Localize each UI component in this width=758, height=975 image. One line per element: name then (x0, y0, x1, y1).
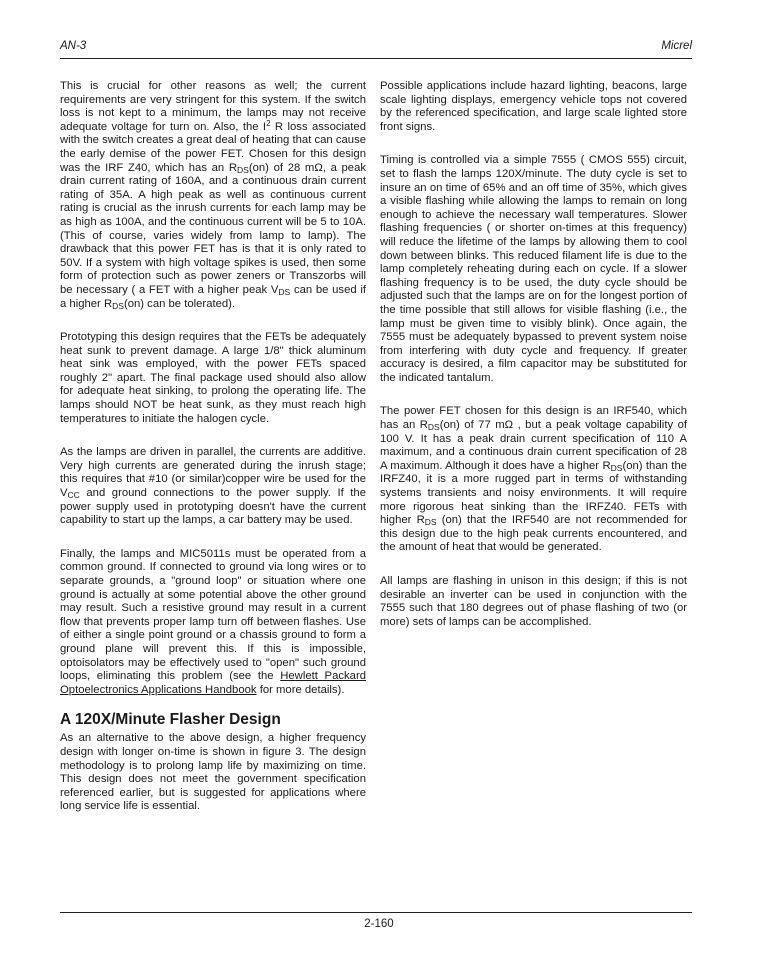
paragraph-prototyping: Prototyping this design requires that the FETs be adequately heat sunk to prevent damage. A large 1/8" thick aluminum heat sink was employed, with the power FETs spaced roughly 2" apart. The final package used should also allow for adequate heat sinking, to prolong the operating life. The lamps should NOT be heat sunk, as they must reach high temperatures to initiate the halogen cycle. (60, 331, 366, 425)
paragraph-timing: Timing is controlled via a simple 7555 ( CMOS 555) circuit, set to flash the lamps 120X/minute. The duty cycle is set to insure an on time of 65% and an off time of 35%, which gives a visible flashing while allowing the lamps to remain on long enough to achieve the necessary wall temperatures. Slower flashing frequencies ( or shorter on-times at this frequency) will reduce the lifetime of the lamps by allowing them to cool down between blinks. This reduced filament life is due to the lamp completely reheating during each on cycle. If a slower flashing frequency is to be used, the duty cycle should be adjusted such that the lamps are on for the longest portion of the time possible that still allows for visible flashing (i.e., the lamp must be given time to visibly blink). Once again, the 7555 must be adequately bypassed to prevent system noise from interfering with duty cycle and frequency. If greater accuracy is desired, a film capacitor may be substituted for the indicated tantalum. (380, 154, 687, 384)
header-rule (60, 58, 692, 59)
header-company: Micrel (661, 40, 692, 52)
page-number: 2-160 (364, 918, 394, 930)
header-doc-id: AN-3 (60, 40, 87, 52)
paragraph-switch-loss: This is crucial for other reasons as well; the current requirements are very stringent for this system. If the switch loss is not kept to a minimum, the lamps may not receive adequate voltage for turn on. Also, the $I^2$ R loss associated with the switch creates a great deal of heating that can cause the early demise of the power FET. Chosen for this design was the IRF Z40, which has an $R_{DS}(on)$ of 28 mΩ, a peak drain current rating of 160A, and a continuous drain current rating of 35A. A high peak as well as continuous current rating is crucial as the inrush currents for each lamp may be as high as 100A, and the continuous current will be 5 to 10A. (This of course, varies widely from lamp to lamp). The drawback that this power FET has is that it is only rated to 50V. If a system with high voltage spikes is used, then some form of protection such as power zeners or Transzorbs will be necessary ( a FET with a higher peak $V_{DS}$ can be used if a higher $R_{DS}(on)$ can be tolerated). (60, 80, 367, 311)
left-column (60, 80, 366, 828)
footer-rule (60, 912, 692, 913)
paragraph-common-ground: Finally, the lamps and MIC5011s must be operated from a common ground. If connected to ground via long wires or to separate grounds, a "ground loop" or situation where one ground is actually at some potential above the other ground may result. Such a resistive ground may result in a current flow that prevents proper lamp turn off between flashes. Use of either a single point ground or a chassis ground to form a ground plane will prevent this. If this is impossible, optoisolators may be effectively used to "open" such ground loops, eliminating this problem (see the Hewlett Packard Optoelectronics Applications Handbook for more details). (60, 547, 366, 696)
right-column (380, 80, 687, 643)
paragraph-alternative-design: As an alternative to the above design, a higher frequency design with longer on-time is shown in figure 3. The design methodology is to prolong lamp life by maximizing on time. This design does not meet the government specification referenced earlier, but is suggested for applications where long service life is essential. (60, 732, 366, 813)
paragraph-parallel-currents: As the lamps are driven in parallel, the currents are additive. Very high currents are generated during the inrush stage; this requires that #10 (or similar)copper wire be used for the $V_{CC}$ and ground connections to the power supply. If the power supply used in prototyping doesn't have the current capability to start up the lamps, a car battery may be used. (60, 446, 366, 527)
section-heading: A 120X/Minute Flasher Design (60, 711, 281, 729)
paragraph-applications: Possible applications include hazard lighting, beacons, large scale lighting displays, emergency vehicle tops not covered by the referenced specification, and large scale lighted store front signs. (380, 80, 687, 133)
paragraph-unison-flashing: All lamps are flashing in unison in this design; if this is not desirable an inverter can be used in conjunction with the 7555 such that 180 degrees out of phase flashing of two (or more) sets of lamps can be accomplished. (380, 575, 687, 628)
paragraph-power-fet: The power FET chosen for this design is an IRF540, which has an $R_{DS}(on)$ of 77 mΩ , but a peak voltage capability of 100 V. It has a peak drain current specification of 110 A maximum, and a continuous drain current specification of 28 A maximum. Although it does have a higher $R_{DS}(on)$ than the IRFZ40, it is a more rugged part in terms of withstanding systems transients and noisy environments. It will require more rigorous heat sinking than the IRFZ40. FETs with higher $R_{DS}$ (on) that the IRF540 are not recommended for this design due to the high peak currents encountered, and the amount of heat that would be generated. (380, 405, 688, 554)
reference-link: Hewlett Packard Optoelectronics Applications Handbook (60, 670, 366, 696)
